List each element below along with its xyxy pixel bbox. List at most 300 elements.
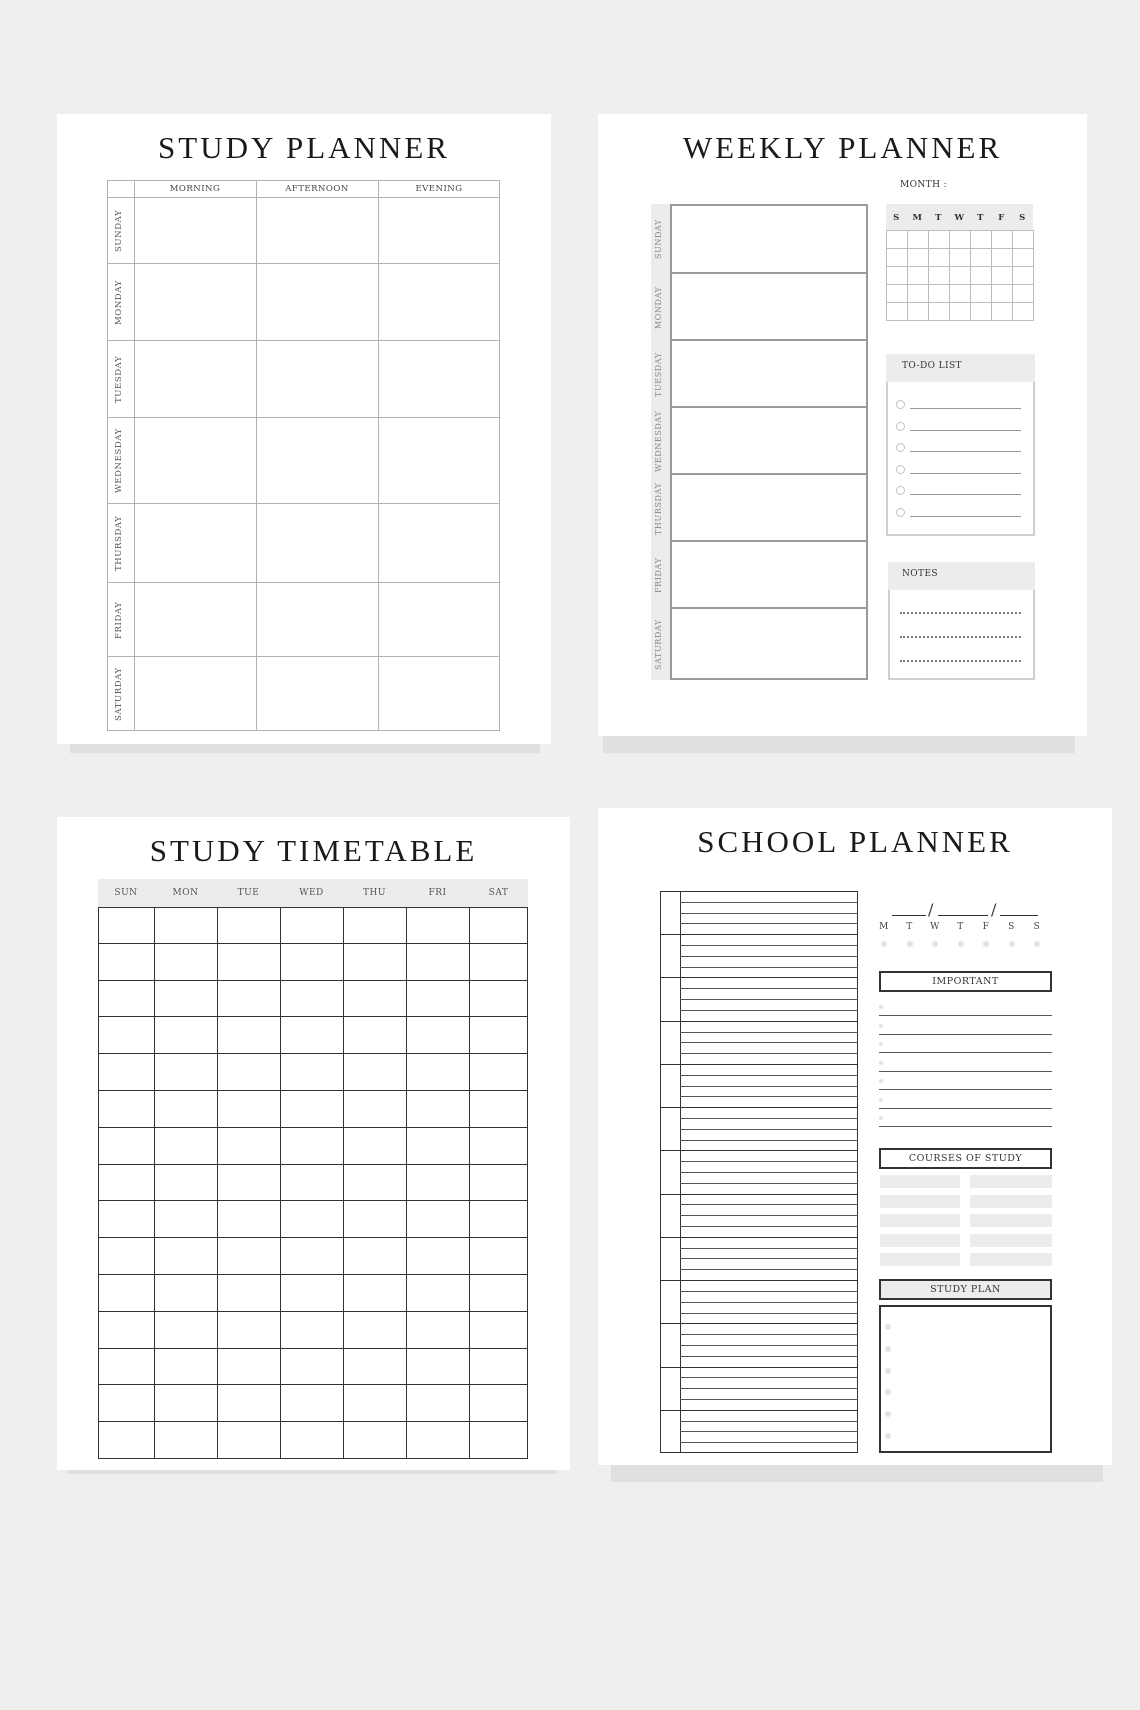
important-line[interactable]	[879, 1015, 1052, 1016]
bullet-dot	[885, 1324, 891, 1330]
timetable-cell[interactable]	[406, 907, 469, 944]
schedule-ruled-line[interactable]	[680, 1118, 858, 1119]
timetable-cell[interactable]	[406, 1091, 469, 1128]
schedule-ruled-line[interactable]	[680, 1140, 858, 1141]
weekday-letter: S	[1033, 922, 1041, 932]
timetable-cell[interactable]	[406, 981, 469, 1018]
timetable-cell[interactable]	[280, 981, 343, 1018]
schedule-ruled-line[interactable]	[680, 1356, 858, 1357]
checkbox-icon[interactable]	[896, 422, 905, 431]
timetable-cell[interactable]	[98, 1017, 154, 1054]
schedule-ruled-line[interactable]	[680, 956, 858, 957]
weekday-dot[interactable]	[1034, 941, 1040, 947]
timetable-cell[interactable]	[469, 1349, 528, 1386]
timetable-cell[interactable]	[280, 1091, 343, 1128]
checkbox-icon[interactable]	[896, 486, 905, 495]
study-cell[interactable]	[134, 264, 256, 341]
timetable-cell[interactable]	[406, 1128, 469, 1165]
day-entry-cell[interactable]	[670, 408, 868, 475]
schedule-ruled-line[interactable]	[680, 1226, 858, 1227]
schedule-ruled-line[interactable]	[680, 1172, 858, 1173]
study-cell[interactable]	[378, 341, 500, 418]
schedule-ruled-line[interactable]	[680, 1183, 858, 1184]
weekday-letter: M	[879, 922, 889, 932]
day-header: MON	[172, 888, 199, 898]
timetable-cell[interactable]	[343, 1128, 406, 1165]
calendar-cell[interactable]	[907, 284, 929, 303]
schedule-ruled-line[interactable]	[680, 1215, 858, 1216]
page-shadow	[603, 735, 1075, 753]
calendar-cell[interactable]	[1012, 248, 1034, 267]
schedule-group-line	[660, 1280, 858, 1281]
weekday-letter: T	[906, 922, 913, 932]
timetable-cell[interactable]	[154, 1385, 217, 1422]
calendar-cell[interactable]	[949, 302, 971, 321]
timetable-cell[interactable]	[469, 1128, 528, 1165]
date-blank[interactable]	[892, 915, 926, 916]
bullet-dot	[879, 1061, 883, 1065]
calendar-cell[interactable]	[970, 284, 992, 303]
course-field[interactable]	[880, 1175, 960, 1188]
study-cell[interactable]	[256, 341, 378, 418]
courses-tag: COURSES OF STUDY	[879, 1148, 1052, 1169]
timetable-cell[interactable]	[343, 1201, 406, 1238]
course-field[interactable]	[970, 1214, 1052, 1227]
day-entry-cell[interactable]	[670, 542, 868, 609]
study-cell[interactable]	[378, 504, 500, 583]
calendar-cell[interactable]	[928, 284, 950, 303]
calendar-cell[interactable]	[949, 248, 971, 267]
calendar-cell[interactable]	[886, 302, 908, 321]
study-cell[interactable]	[378, 418, 500, 504]
calendar-cell[interactable]	[928, 266, 950, 285]
calendar-cell[interactable]	[928, 230, 950, 249]
course-field[interactable]	[880, 1214, 960, 1227]
checkbox-icon[interactable]	[896, 465, 905, 474]
calendar-cell[interactable]	[886, 284, 908, 303]
important-line[interactable]	[879, 1034, 1052, 1035]
schedule-ruled-line[interactable]	[680, 1096, 858, 1097]
day-label: SUNDAY	[654, 219, 663, 259]
day-label: TUESDAY	[654, 352, 663, 397]
timetable-cell[interactable]	[343, 981, 406, 1018]
timetable-cell[interactable]	[98, 1238, 154, 1275]
weekday-dot[interactable]	[932, 941, 938, 947]
timetable-cell[interactable]	[469, 1201, 528, 1238]
timetable-cell[interactable]	[280, 1312, 343, 1349]
timetable-cell[interactable]	[154, 1422, 217, 1459]
timetable-cell[interactable]	[469, 944, 528, 981]
timetable-cell[interactable]	[98, 907, 154, 944]
timetable-cell[interactable]	[217, 1385, 280, 1422]
calendar-cell[interactable]	[991, 266, 1013, 285]
calendar-day-letter: S	[893, 213, 900, 223]
timetable-cell[interactable]	[343, 944, 406, 981]
study-cell[interactable]	[134, 583, 256, 657]
timetable-cell[interactable]	[280, 1238, 343, 1275]
bullet-dot	[879, 1079, 883, 1083]
date-blank[interactable]	[938, 915, 988, 916]
calendar-day-letter: S	[1019, 213, 1026, 223]
todo-line[interactable]	[910, 494, 1021, 495]
study-timetable-page	[57, 817, 570, 1470]
important-line[interactable]	[879, 1071, 1052, 1072]
page-title: STUDY TIMETABLE	[149, 833, 478, 868]
study-plan-tag: STUDY PLAN	[879, 1279, 1052, 1300]
calendar-cell[interactable]	[907, 248, 929, 267]
timetable-cell[interactable]	[343, 1238, 406, 1275]
corner-cell	[107, 180, 134, 198]
timetable-cell[interactable]	[406, 1385, 469, 1422]
notes-label: NOTES	[902, 569, 938, 579]
schedule-ruled-line[interactable]	[680, 1075, 858, 1076]
timetable-cell[interactable]	[343, 1275, 406, 1312]
timetable-cell[interactable]	[469, 1385, 528, 1422]
timetable-cell[interactable]	[217, 981, 280, 1018]
timetable-cell[interactable]	[98, 1201, 154, 1238]
schedule-ruled-line[interactable]	[680, 902, 858, 903]
day-header: SUN	[114, 888, 138, 898]
schedule-ruled-line[interactable]	[680, 1032, 858, 1033]
course-field[interactable]	[880, 1195, 960, 1208]
timetable-cell[interactable]	[217, 1017, 280, 1054]
timetable-cell[interactable]	[217, 1054, 280, 1091]
important-line[interactable]	[879, 1052, 1052, 1053]
schedule-ruled-line[interactable]	[680, 1161, 858, 1162]
page-title: SCHOOL PLANNER	[697, 824, 1013, 859]
schedule-ruled-line[interactable]	[680, 913, 858, 914]
timetable-cell[interactable]	[280, 1201, 343, 1238]
calendar-cell[interactable]	[970, 230, 992, 249]
checkbox-icon[interactable]	[896, 508, 905, 517]
timetable-cell[interactable]	[406, 1017, 469, 1054]
course-field[interactable]	[970, 1175, 1052, 1188]
schedule-group-line	[660, 1107, 858, 1108]
calendar-cell[interactable]	[949, 266, 971, 285]
calendar-cell[interactable]	[907, 230, 929, 249]
day-entry-cell[interactable]	[670, 274, 868, 341]
study-plan-box[interactable]	[879, 1305, 1052, 1453]
schedule-ruled-line[interactable]	[680, 1086, 858, 1087]
schedule-ruled-line[interactable]	[680, 1053, 858, 1054]
todo-line[interactable]	[910, 430, 1021, 431]
timetable-cell[interactable]	[154, 1275, 217, 1312]
calendar-cell[interactable]	[1012, 284, 1034, 303]
study-cell[interactable]	[256, 583, 378, 657]
weekday-dot[interactable]	[907, 941, 913, 947]
schedule-ruled-line[interactable]	[680, 967, 858, 968]
day-label: SATURDAY	[114, 667, 124, 721]
timetable-cell[interactable]	[343, 1054, 406, 1091]
timetable-cell[interactable]	[98, 1091, 154, 1128]
checkbox-icon[interactable]	[896, 400, 905, 409]
calendar-cell[interactable]	[949, 230, 971, 249]
timetable-cell[interactable]	[154, 1349, 217, 1386]
study-cell[interactable]	[256, 504, 378, 583]
todo-line[interactable]	[910, 473, 1021, 474]
weekday-dot[interactable]	[881, 941, 887, 947]
calendar-cell[interactable]	[907, 302, 929, 321]
weekday-dot[interactable]	[1009, 941, 1015, 947]
day-header: FRI	[428, 888, 447, 898]
weekday-dot[interactable]	[958, 941, 964, 947]
course-field[interactable]	[880, 1234, 960, 1247]
todo-line[interactable]	[910, 408, 1021, 409]
course-field[interactable]	[970, 1253, 1052, 1266]
day-entry-cell[interactable]	[670, 204, 868, 274]
timetable-cell[interactable]	[343, 1091, 406, 1128]
timetable-cell[interactable]	[154, 1128, 217, 1165]
timetable-cell[interactable]	[154, 1017, 217, 1054]
calendar-cell[interactable]	[970, 266, 992, 285]
timetable-cell[interactable]	[343, 1349, 406, 1386]
calendar-cell[interactable]	[886, 266, 908, 285]
todo-line[interactable]	[910, 451, 1021, 452]
timetable-cell[interactable]	[469, 1017, 528, 1054]
study-cell[interactable]	[378, 198, 500, 264]
timetable-cell[interactable]	[343, 1017, 406, 1054]
date-blank[interactable]	[1000, 915, 1038, 916]
timetable-cell[interactable]	[154, 944, 217, 981]
month-label: MONTH :	[900, 180, 948, 190]
timetable-cell[interactable]	[343, 1422, 406, 1459]
timetable-cell[interactable]	[469, 1165, 528, 1202]
timetable-cell[interactable]	[469, 907, 528, 944]
timetable-cell[interactable]	[406, 1349, 469, 1386]
timetable-cell[interactable]	[406, 1165, 469, 1202]
timetable-cell[interactable]	[217, 1238, 280, 1275]
schedule-ruled-line[interactable]	[680, 945, 858, 946]
timetable-cell[interactable]	[469, 981, 528, 1018]
calendar-cell[interactable]	[1012, 302, 1034, 321]
timetable-cell[interactable]	[280, 1165, 343, 1202]
checkbox-icon[interactable]	[896, 443, 905, 452]
calendar-cell[interactable]	[991, 230, 1013, 249]
calendar-day-letter: T	[935, 213, 942, 223]
timetable-cell[interactable]	[406, 1054, 469, 1091]
timetable-cell[interactable]	[280, 1017, 343, 1054]
day-label: TUESDAY	[114, 355, 124, 404]
calendar-cell[interactable]	[907, 266, 929, 285]
course-field[interactable]	[970, 1195, 1052, 1208]
timetable-cell[interactable]	[280, 907, 343, 944]
timetable-cell[interactable]	[154, 1091, 217, 1128]
timetable-cell[interactable]	[280, 1349, 343, 1386]
timetable-cell[interactable]	[98, 1054, 154, 1091]
schedule-ruled-line[interactable]	[680, 1042, 858, 1043]
timetable-cell[interactable]	[406, 1422, 469, 1459]
day-entry-cell[interactable]	[670, 475, 868, 542]
timetable-cell[interactable]	[217, 1128, 280, 1165]
timetable-cell[interactable]	[469, 1091, 528, 1128]
timetable-cell[interactable]	[280, 1275, 343, 1312]
study-cell[interactable]	[134, 341, 256, 418]
schedule-ruled-line[interactable]	[680, 1269, 858, 1270]
study-cell[interactable]	[256, 264, 378, 341]
course-field[interactable]	[970, 1234, 1052, 1247]
timetable-cell[interactable]	[98, 944, 154, 981]
schedule-ruled-line[interactable]	[680, 1258, 858, 1259]
study-cell[interactable]	[134, 657, 256, 731]
timetable-cell[interactable]	[469, 1312, 528, 1349]
schedule-ruled-line[interactable]	[680, 1421, 858, 1422]
day-label: FRIDAY	[114, 601, 124, 639]
calendar-cell[interactable]	[1012, 230, 1034, 249]
schedule-group-line	[660, 1194, 858, 1195]
todo-line[interactable]	[910, 516, 1021, 517]
schedule-ruled-line[interactable]	[680, 1248, 858, 1249]
calendar-cell[interactable]	[991, 284, 1013, 303]
schedule-ruled-line[interactable]	[680, 1431, 858, 1432]
timetable-cell[interactable]	[469, 1275, 528, 1312]
day-entry-cell[interactable]	[670, 609, 868, 680]
notes-line[interactable]	[900, 636, 1021, 638]
schedule-group-line	[660, 934, 858, 935]
timetable-cell[interactable]	[343, 1312, 406, 1349]
bullet-dot	[885, 1368, 891, 1374]
timetable-cell[interactable]	[469, 1238, 528, 1275]
schedule-group-line	[660, 1237, 858, 1238]
timetable-cell[interactable]	[98, 1422, 154, 1459]
timetable-cell[interactable]	[217, 1275, 280, 1312]
calendar-cell[interactable]	[970, 248, 992, 267]
study-cell[interactable]	[256, 198, 378, 264]
schedule-ruled-line[interactable]	[680, 1302, 858, 1303]
study-cell[interactable]	[378, 657, 500, 731]
day-label: SUNDAY	[114, 209, 124, 253]
study-cell[interactable]	[256, 657, 378, 731]
study-cell[interactable]	[256, 418, 378, 504]
day-header: SAT	[488, 888, 509, 898]
study-cell[interactable]	[134, 198, 256, 264]
calendar-cell[interactable]	[928, 248, 950, 267]
timetable-cell[interactable]	[217, 907, 280, 944]
timetable-cell[interactable]	[406, 1201, 469, 1238]
timetable-cell[interactable]	[98, 1128, 154, 1165]
schedule-ruled-line[interactable]	[680, 1442, 858, 1443]
timetable-cell[interactable]	[154, 1201, 217, 1238]
date-slash: /	[928, 900, 934, 919]
timetable-cell[interactable]	[280, 1385, 343, 1422]
bullet-dot	[879, 1005, 883, 1009]
timetable-cell[interactable]	[154, 1238, 217, 1275]
course-field[interactable]	[880, 1253, 960, 1266]
calendar-cell[interactable]	[886, 248, 908, 267]
timetable-cell[interactable]	[98, 1275, 154, 1312]
schedule-ruled-line[interactable]	[680, 1334, 858, 1335]
timetable-cell[interactable]	[217, 1201, 280, 1238]
timetable-cell[interactable]	[406, 1312, 469, 1349]
timetable-cell[interactable]	[280, 1054, 343, 1091]
calendar-cell[interactable]	[991, 302, 1013, 321]
schedule-ruled-line[interactable]	[680, 1291, 858, 1292]
schedule-ruled-line[interactable]	[680, 1345, 858, 1346]
schedule-group-line	[660, 1064, 858, 1065]
timetable-cell[interactable]	[98, 1385, 154, 1422]
timetable-cell[interactable]	[154, 907, 217, 944]
timetable-cell[interactable]	[406, 1275, 469, 1312]
study-cell[interactable]	[134, 418, 256, 504]
timetable-cell[interactable]	[217, 1165, 280, 1202]
timetable-cell[interactable]	[469, 1422, 528, 1459]
timetable-cell[interactable]	[280, 1422, 343, 1459]
weekday-letter: W	[930, 922, 940, 932]
study-cell[interactable]	[378, 583, 500, 657]
schedule-group-line	[660, 1410, 858, 1411]
timetable-cell[interactable]	[98, 1349, 154, 1386]
timetable-cell[interactable]	[217, 1422, 280, 1459]
timetable-cell[interactable]	[469, 1054, 528, 1091]
study-cell[interactable]	[378, 264, 500, 341]
timetable-cell[interactable]	[154, 1054, 217, 1091]
column-header-label: AFTERNOON	[285, 184, 349, 194]
schedule-ruled-line[interactable]	[680, 999, 858, 1000]
timetable-cell[interactable]	[154, 1312, 217, 1349]
calendar-cell[interactable]	[970, 302, 992, 321]
timetable-cell[interactable]	[98, 981, 154, 1018]
calendar-day-letter: F	[998, 213, 1005, 223]
schedule-ruled-line[interactable]	[680, 1129, 858, 1130]
timetable-cell[interactable]	[217, 944, 280, 981]
schedule-ruled-line[interactable]	[680, 1377, 858, 1378]
timetable-cell[interactable]	[217, 1349, 280, 1386]
timetable-cell[interactable]	[280, 944, 343, 981]
bullet-dot	[885, 1433, 891, 1439]
timetable-cell[interactable]	[217, 1091, 280, 1128]
column-header-label: MORNING	[169, 184, 221, 194]
day-label: FRIDAY	[654, 557, 663, 594]
timetable-cell[interactable]	[154, 1165, 217, 1202]
important-line[interactable]	[879, 1126, 1052, 1127]
weekday-letter: T	[957, 922, 964, 932]
important-line[interactable]	[879, 1108, 1052, 1109]
schedule-ruled-line[interactable]	[680, 1399, 858, 1400]
calendar-cell[interactable]	[886, 230, 908, 249]
timetable-cell[interactable]	[343, 1165, 406, 1202]
timetable-cell[interactable]	[217, 1312, 280, 1349]
calendar-cell[interactable]	[991, 248, 1013, 267]
notes-line[interactable]	[900, 612, 1021, 614]
timetable-cell[interactable]	[406, 944, 469, 981]
timetable-cell[interactable]	[343, 1385, 406, 1422]
timetable-cell[interactable]	[154, 981, 217, 1018]
schedule-ruled-line[interactable]	[680, 1388, 858, 1389]
schedule-group-line	[660, 1150, 858, 1151]
column-header-label: EVENING	[415, 184, 463, 194]
timetable-cell[interactable]	[280, 1128, 343, 1165]
calendar-cell[interactable]	[928, 302, 950, 321]
calendar-cell[interactable]	[949, 284, 971, 303]
timetable-cell[interactable]	[98, 1165, 154, 1202]
schedule-ruled-line[interactable]	[680, 1010, 858, 1011]
weekday-dot[interactable]	[983, 941, 989, 947]
day-entry-cell[interactable]	[670, 341, 868, 408]
schedule-ruled-line[interactable]	[680, 923, 858, 924]
calendar-cell[interactable]	[1012, 266, 1034, 285]
important-line[interactable]	[879, 1089, 1052, 1090]
bullet-dot	[885, 1346, 891, 1352]
study-cell[interactable]	[134, 504, 256, 583]
timetable-cell[interactable]	[406, 1238, 469, 1275]
schedule-ruled-line[interactable]	[680, 1204, 858, 1205]
schedule-group-line	[660, 977, 858, 978]
notes-line[interactable]	[900, 660, 1021, 662]
schedule-ruled-line[interactable]	[680, 988, 858, 989]
bullet-dot	[879, 1098, 883, 1102]
timetable-cell[interactable]	[343, 907, 406, 944]
schedule-ruled-line[interactable]	[680, 1313, 858, 1314]
timetable-cell[interactable]	[98, 1312, 154, 1349]
